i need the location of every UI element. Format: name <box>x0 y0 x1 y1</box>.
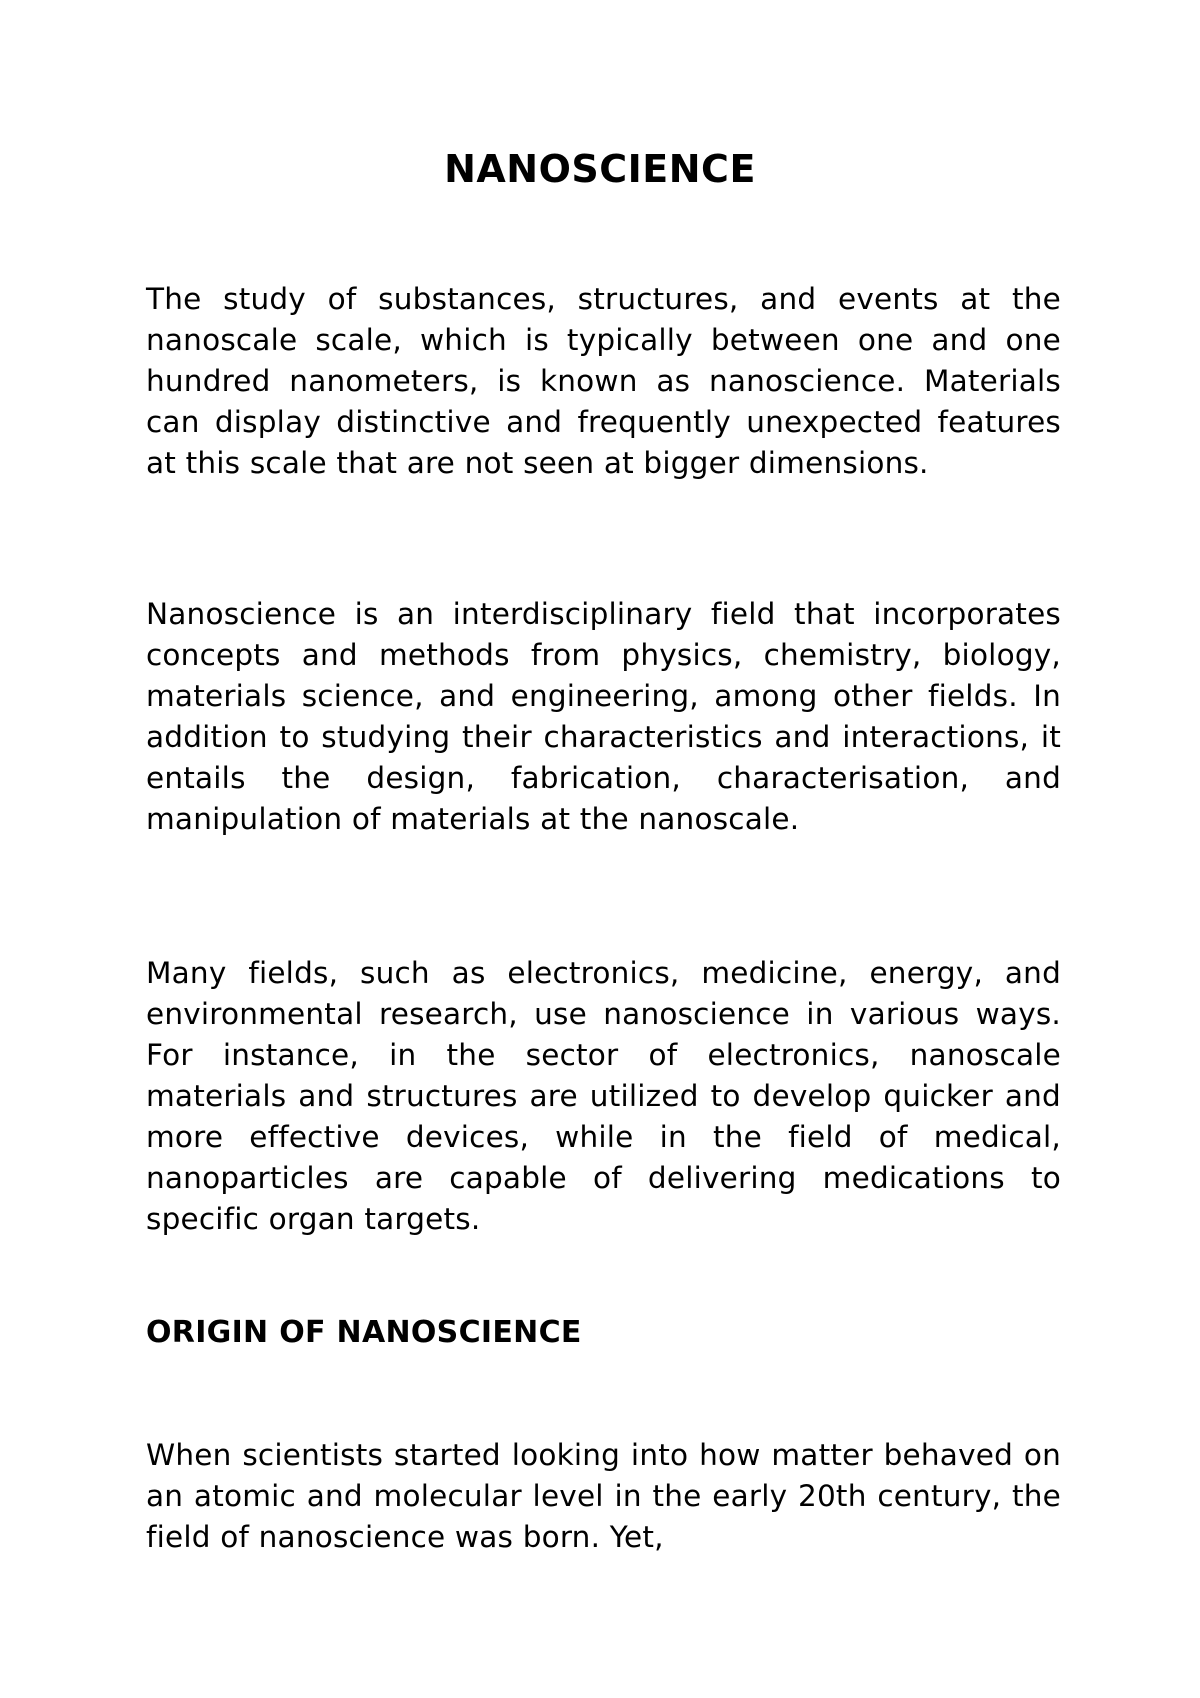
paragraph-interdisciplinary: Nanoscience is an interdisciplinary field that incorporates concepts and methods from physics, chemistry, biology, materials science, and engineering, among other fields. In addition to studying their characteristics and interactions, it entails the design, fabrication, characterisation, and manipulation of materials at the nanoscale. <box>146 597 1061 836</box>
paragraph-origin: When scientists started looking into how matter behaved on an atomic and molecular level in the early 20th century, the field of nanoscience was born. Yet, <box>146 1438 1061 1554</box>
paragraph-applications: Many fields, such as electronics, medicine, energy, and environmental research, use nanoscience in various ways. For instance, in the sector of electronics, nanoscale materials and structures are utilized to develop quicker and more effective devices, while in the field of medical, nanoparticles are capable of delivering medications to specific organ targets. <box>146 956 1061 1236</box>
paragraph-intro: The study of substances, structures, and events at the nanoscale scale, which is typically between one and one hundred nanometers, is known as nanoscience. Materials can display distinctive and frequently unexpected features at this scale that are not seen at bigger dimensions. <box>146 282 1061 480</box>
document-title: NANOSCIENCE <box>444 147 756 191</box>
section-heading-origin: ORIGIN OF NANOSCIENCE <box>146 1315 582 1350</box>
